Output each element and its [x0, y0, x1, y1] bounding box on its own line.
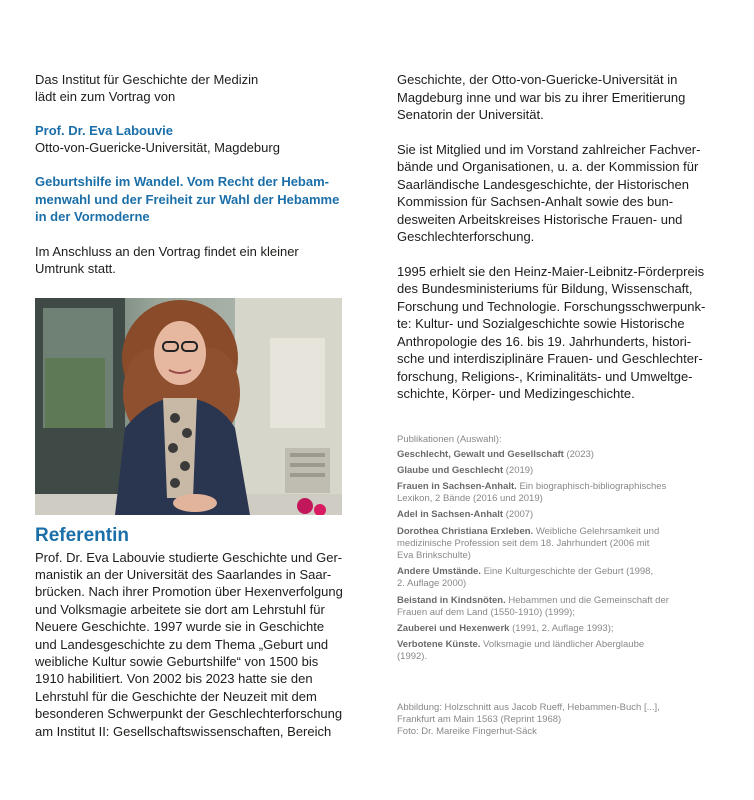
publication-detail: Hebammen und die Gemeinschaft der [505, 594, 669, 606]
bio-line: Neuere Geschichte. 1997 wurde sie in Geschichte [35, 619, 325, 635]
publication-detail: Eva Brinkschulte) [397, 549, 471, 561]
publication-item [397, 595, 717, 619]
talk-title-line: Geburtshilfe im Wandel. Vom Recht der Hebam- [35, 174, 329, 189]
publication-detail: Eine Kulturgeschichte der Geburt (1998, [480, 566, 654, 578]
memberships-line: Sie ist Mitglied und im Vorstand zahlreicher Fachver- [397, 141, 701, 157]
award-line: sche und interdisziplinäre Frauen- und Geschlechter- [397, 351, 703, 366]
publication-title: Dorothea Christiana Erxleben. [397, 525, 534, 537]
bio-line: Lehrstuhl für die Geschichte der Neuzeit mit dem [35, 688, 317, 704]
talk-title-line: menwahl und der Freiheit zur Wahl der Hebamme [35, 191, 340, 207]
publication-detail: Volksmagie und ländlicher Aberglaube [480, 639, 645, 651]
award-line: 1995 erhielt sie den Heinz-Maier-Leibnitz-Förderpreis [397, 263, 705, 279]
bio-continued [397, 71, 717, 124]
award-line: Anthropologie des 16. bis 19. Jahrhunderts, histori- [397, 333, 692, 349]
bio-line: am Institut II: Gesellschaftswissenschaften, Bereich [35, 723, 332, 739]
bio-line: weibliche Kultur sowie Geburtshilfe“ von 1500 bis [35, 653, 319, 669]
bio-cont-line: Senatorin der Universität. [397, 107, 544, 122]
publication-detail: (2019) [503, 464, 534, 476]
publication-detail: Lexikon, 2 Bände (2016 und 2019) [397, 493, 543, 505]
left-column [35, 71, 355, 740]
bio-line: Prof. Dr. Eva Labouvie studierte Geschichte und Ger- [35, 549, 343, 565]
award-line: des Bundesministeriums für Bildung, Wissenschaft, [397, 281, 693, 296]
publication-item [397, 526, 717, 563]
section-heading-referentin: Referentin [35, 524, 129, 546]
memberships-line: desweiten Arbeitskreises Historische Frauen- und [397, 211, 683, 227]
bio-line: manistik an der Universität des Saarlandes in Saar- [35, 566, 332, 582]
publication-title: Adel in Sachsen-Anhalt [397, 509, 504, 521]
publication-detail: Weibliche Gelehrsamkeit und [533, 525, 660, 537]
intro-line-1: Das Institut für Geschichte der Medizin [35, 72, 259, 87]
memberships-paragraph [397, 141, 717, 246]
publication-detail: (1992). [397, 651, 428, 663]
speaker-photo-illustration [35, 298, 342, 515]
bio-line: und Landesgeschichte zu dem Thema „Geburt und [35, 636, 329, 652]
publication-title: Beistand in Kindsnöten. [397, 594, 506, 606]
award-line: schichte, Körper- und Medizingeschichte. [397, 386, 635, 401]
publication-detail: medizinische Profession seit dem 18. Jahrhundert (2006 mit [397, 537, 650, 549]
publication-item [397, 639, 717, 663]
bio-line: brücken. Nach ihrer Promotion über Hexenverfolgung [35, 584, 343, 600]
talk-title-line: in der Vormoderne [35, 209, 150, 224]
reception-line: Im Anschluss an den Vortrag findet ein kleiner [35, 243, 299, 259]
speaker-bio [35, 549, 355, 740]
publications-list [397, 449, 717, 664]
award-line: forschung, Religions-, Kriminalitäts- und Umweltge- [397, 368, 693, 384]
publication-item [397, 623, 717, 635]
caption-line: Foto: Dr. Mareike Fingerhut-Säck [397, 725, 537, 737]
publication-title: Andere Umstände. [397, 566, 481, 578]
publication-title: Verbotene Künste. [397, 639, 481, 651]
publications-heading: Publikationen (Auswahl): [397, 433, 502, 445]
bio-line: 1910 habilitiert. Von 2002 bis 2023 hatte sie den [35, 671, 313, 687]
bio-line: und Volksmagie arbeitete sie dort am Lehrstuhl für [35, 601, 325, 617]
bio-cont-line: Magdeburg inne und war bis zu ihrer Emeritierung [397, 89, 686, 105]
caption-line: Abbildung: Holzschnitt aus Jacob Rueff, Hebammen-Buch [...], [397, 701, 660, 713]
speaker-affiliation: Otto-von-Guericke-Universität, Magdeburg [35, 140, 280, 155]
intro-line-2: lädt ein zum Vortrag von [35, 89, 176, 104]
publication-detail: (2023) [563, 448, 594, 460]
publication-detail: (1991, 2. Auflage 1993); [509, 622, 614, 634]
bio-cont-line: Geschichte, der Otto-von-Guericke-Universität in [397, 72, 678, 87]
publication-title: Frauen in Sachsen-Anhalt. [397, 480, 517, 492]
image-caption [397, 702, 717, 738]
award-paragraph [397, 263, 717, 403]
memberships-line: bände und Organisationen, u. a. der Kommission für [397, 159, 699, 174]
caption-line: Frankfurt am Main 1563 (Reprint 1968) [397, 713, 562, 725]
publication-item [397, 481, 717, 505]
bio-line: besonderen Schwerpunkt der Geschlechterforschung [35, 706, 343, 722]
publication-item [397, 449, 717, 461]
memberships-line: Saarländische Landesgeschichte, der Historischen [397, 176, 689, 192]
talk-title [35, 173, 355, 226]
right-column [397, 71, 717, 738]
speaker-photo [35, 298, 342, 515]
publication-item [397, 465, 717, 477]
publication-detail: 2. Auflage 2000) [397, 578, 467, 590]
publication-title: Geschlecht, Gewalt und Gesellschaft [397, 448, 564, 460]
reception-line: Umtrunk statt. [35, 260, 116, 276]
publication-detail: (2007) [503, 509, 534, 521]
award-line: te: Kultur- und Sozialgeschichte sowie Historische [397, 316, 685, 331]
memberships-line: Geschlechterforschung. [397, 229, 535, 244]
memberships-line: Kommission für Sachsen-Anhalt sowie des bun- [397, 194, 674, 209]
publication-item [397, 509, 717, 521]
publication-detail: Frauen auf dem Land (1550-1910) (1999); [397, 606, 575, 618]
speaker-name: Prof. Dr. Eva Labouvie [35, 123, 173, 138]
publication-title: Glaube und Geschlecht [397, 464, 504, 476]
publication-detail: Ein biographisch-bibliographisches [516, 480, 667, 492]
publication-item [397, 566, 717, 590]
publication-title: Zauberei und Hexenwerk [397, 622, 510, 634]
award-line: Forschung und Technologie. Forschungsschwerpunk- [397, 298, 706, 314]
